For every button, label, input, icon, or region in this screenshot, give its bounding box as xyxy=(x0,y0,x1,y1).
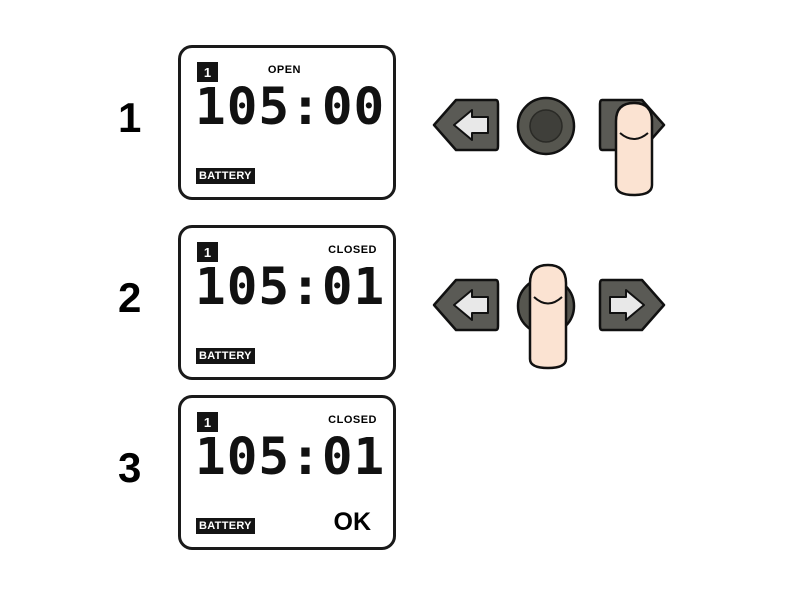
right-arrow-button[interactable] xyxy=(598,95,668,160)
center-round-button[interactable] xyxy=(515,275,577,342)
step-number: 1 xyxy=(118,94,142,141)
lcd-time-value: 105:00 xyxy=(195,78,386,137)
button-cluster xyxy=(430,57,690,187)
lcd-time-value: 105:01 xyxy=(195,428,386,487)
battery-indicator: BATTERY xyxy=(196,168,255,184)
left-arrow-button[interactable] xyxy=(430,275,500,340)
state-label: CLOSED xyxy=(328,244,377,256)
channel-badge: 1 xyxy=(197,412,218,432)
timer-display-panel xyxy=(178,45,396,200)
instruction-step-3 xyxy=(0,385,801,565)
left-arrow-button[interactable] xyxy=(430,95,500,160)
channel-badge: 1 xyxy=(197,62,218,82)
button-cluster xyxy=(430,237,690,367)
state-label: OPEN xyxy=(267,64,301,76)
battery-indicator: BATTERY xyxy=(196,518,255,534)
right-arrow-button[interactable] xyxy=(598,275,668,340)
battery-indicator: BATTERY xyxy=(196,348,255,364)
step-number: 3 xyxy=(118,444,142,491)
instruction-step-1 xyxy=(0,35,801,215)
channel-badge: 1 xyxy=(197,242,218,262)
lcd-time-value: 105:01 xyxy=(195,258,386,317)
step-number: 2 xyxy=(118,274,142,321)
state-label: CLOSED xyxy=(328,414,377,426)
timer-display-panel xyxy=(178,225,396,380)
instruction-step-2 xyxy=(0,215,801,395)
timer-display-panel xyxy=(178,395,396,550)
center-round-button[interactable] xyxy=(515,95,577,162)
ok-indicator: OK xyxy=(333,508,371,536)
